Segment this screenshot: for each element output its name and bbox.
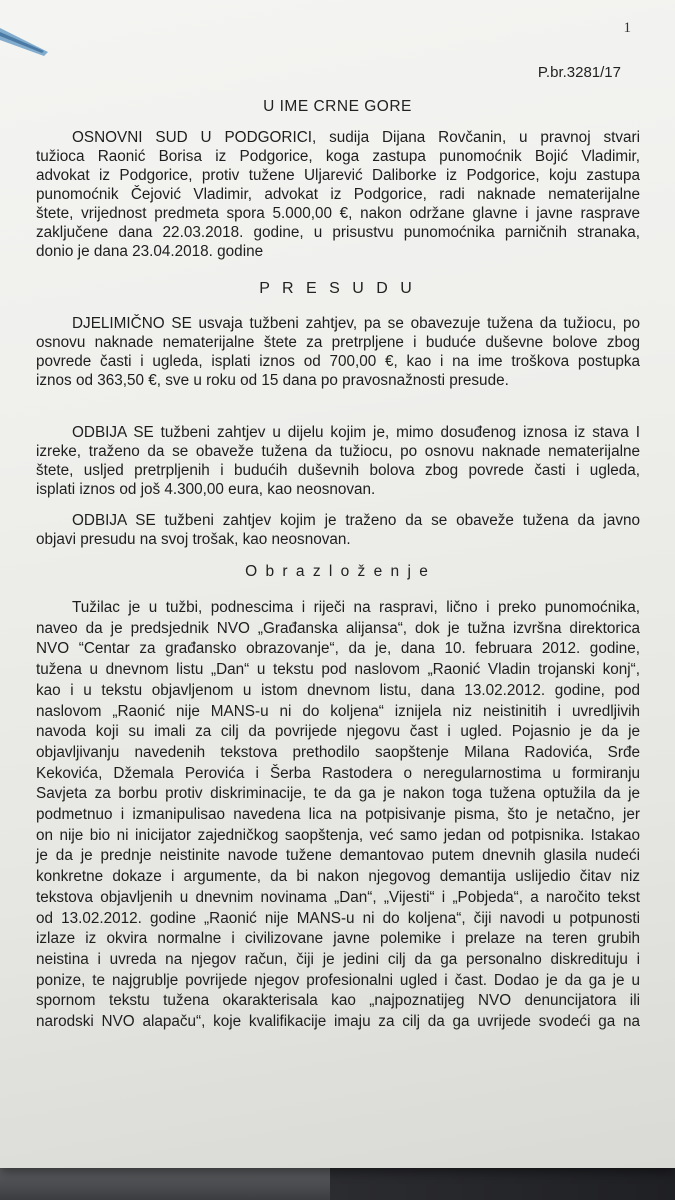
text-line: je da je prednje neistinite navode tužene demantovao putem dnevnih glasila nudeći: [36, 847, 640, 865]
text-line: od 13.02.2012. godine „Raonić nije MANS-u ni do koljena“, čiji navodi u potpunosti: [36, 909, 640, 927]
text-line: OSNOVNI SUD U PODGORICI, sudija Dijana Rovčanin, u pravnoj stvari: [72, 129, 640, 146]
text-line: tužena u dnevnom listu „Dan“ u tekstu pod naslovom „Raonić Vladin trojanski konj“,: [36, 661, 640, 679]
pen-tip-icon: [0, 0, 60, 60]
text-line: on nije bio ni inicijator zajedničkog saopštenja, već samo jedan od potpisnika. Istakao: [36, 826, 640, 844]
text-line: Kekovića, Džemala Perovića i Šerba Rastodera o neregularnostima u formiranju: [36, 764, 640, 782]
text-line: ODBIJA SE tužbeni zahtjev kojim je traženo da se obaveže tužena da javno: [72, 512, 640, 529]
text-line: objavi presudu na svoj trošak, kao neosnovan.: [36, 531, 351, 548]
text-line: ODBIJA SE tužbeni zahtjev u dijelu kojim je, mimo dosuđenog iznosa iz stava I: [72, 424, 640, 441]
text-line: podmetnuo i izmanipulisao navedena lica na potpisivanje pisma, što je netačno, jer: [36, 806, 640, 824]
text-line: punomoćnik Čejović Vladimir, advokat iz Podgorice, radi naknade nematerijalne: [36, 186, 640, 203]
text-line: ponize, te najgrublje povrijede njegov profesionalni ugled i čast. Dodao je da ga je u: [36, 971, 640, 989]
text-line: objavljivanju navedenih tekstova prethodilo saopštenje Milana Radovića, Srđe: [36, 743, 640, 761]
text-line: DJELIMIČNO SE usvaja tužbeni zahtjev, pa se obavezuje tužena da tužiocu, po: [72, 315, 640, 332]
text-line: navoda koji su imali za cilj da povrijede njegovu čast i ugled. Pojasnio je da je: [36, 723, 640, 741]
intro-paragraph: [36, 128, 640, 261]
verdict-paragraph-3: [36, 511, 640, 549]
reasoning-paragraph: [36, 598, 640, 1033]
text-line: naveo da je predsjednik NVO „Građanska alijansa“, dok je tužna izvršna direktorica: [36, 619, 640, 637]
text-line: narodski NVO alapaču“, koje kvalifikacije imaju za cilj da ga uvrijede svodeći ga na: [36, 1013, 640, 1031]
text-line: Savjeta za borbu protiv diskriminacije, te da ga je nakon toga tužena optužila da je: [36, 785, 640, 803]
text-line: povrede časti i ugleda, isplati iznos od 700,00 €, kao i na ime troškova postupka: [36, 353, 640, 370]
text-line: tekstova objavljenih u dnevnim novinama „Dan“, „Vijesti“ i „Pobjeda“, a naročito tekst: [36, 888, 640, 906]
text-line: štete, vrijednost predmeta spora 5.000,00 €, nakon održane glavne i javne rasprave: [36, 205, 640, 222]
text-line: zaključene dana 22.03.2018. godine, u prisustvu punomoćnika parničnih stranaka,: [36, 224, 640, 241]
verdict-paragraph-2: [36, 423, 640, 499]
text-line: NVO “Centar za građansko obrazovanje“, da je, dana 10. februara 2012. godine,: [36, 640, 640, 658]
text-line: osnovu naknade nematerijalne štete za pretrpljene i buduće duševne bolove zbog: [36, 334, 640, 351]
heading-in-the-name: U IME CRNE GORE: [263, 98, 412, 115]
heading-reasoning: O b r a z l o ž e n j e: [245, 563, 430, 580]
text-line: štete, usljed pretrpljenih i budućih duševnih bolova zbog povrede časti i ugleda,: [36, 462, 640, 479]
text-line: Tužilac je u tužbi, podnescima i riječi na raspravi, lično i preko punomoćnika,: [72, 599, 640, 616]
text-line: tužioca Raonić Borisa iz Podgorice, koga zastupa punomoćnik Bojić Vladimir,: [36, 148, 640, 165]
case-number: P.br.3281/17: [537, 64, 621, 81]
text-line: neistina i uvreda na njegov račun, čiji je jedini cilj da ga personalno diskredituju i: [36, 950, 640, 968]
heading-verdict: P R E S U D U: [259, 280, 416, 297]
text-line: konkretne dokaze i argumente, da bi nakon njegovog demantija uslijedio čitav niz: [36, 868, 640, 886]
text-line: isplati iznos od još 4.300,00 eura, kao neosnovan.: [36, 481, 376, 498]
verdict-paragraph-1: [36, 314, 640, 390]
text-line: naslovom „Raonić nije MANS-u ni do koljena“ iznijela niz neistinitih i uvredljivih: [36, 702, 640, 720]
text-line: izlaze iz okvira normalne i civilizovane javne polemike i prelaze na teren grubih: [36, 930, 640, 948]
text-line: izreke, traženo da se obaveže tužena da tužiocu, po osnovu naknade nematerijalne: [36, 443, 640, 460]
text-line: kao i u tekstu objavljenom u istom dnevnom listu, dana 13.02.2012. godine, pod: [36, 681, 640, 699]
text-line: advokat iz Podgorice, protiv tužene Uljarević Daliborke iz Podgorice, koju zastupa: [36, 167, 640, 184]
page-number: 1: [623, 20, 631, 36]
text-line: donio je dana 23.04.2018. godine: [36, 243, 264, 260]
text-line: iznos od 363,50 €, sve u roku od 15 dana po pravosnažnosti presude.: [36, 372, 509, 389]
text-line: spornom tekstu tužena okarakterisala kao „najpoznatijeg NVO denuncijatora ili: [36, 992, 640, 1010]
